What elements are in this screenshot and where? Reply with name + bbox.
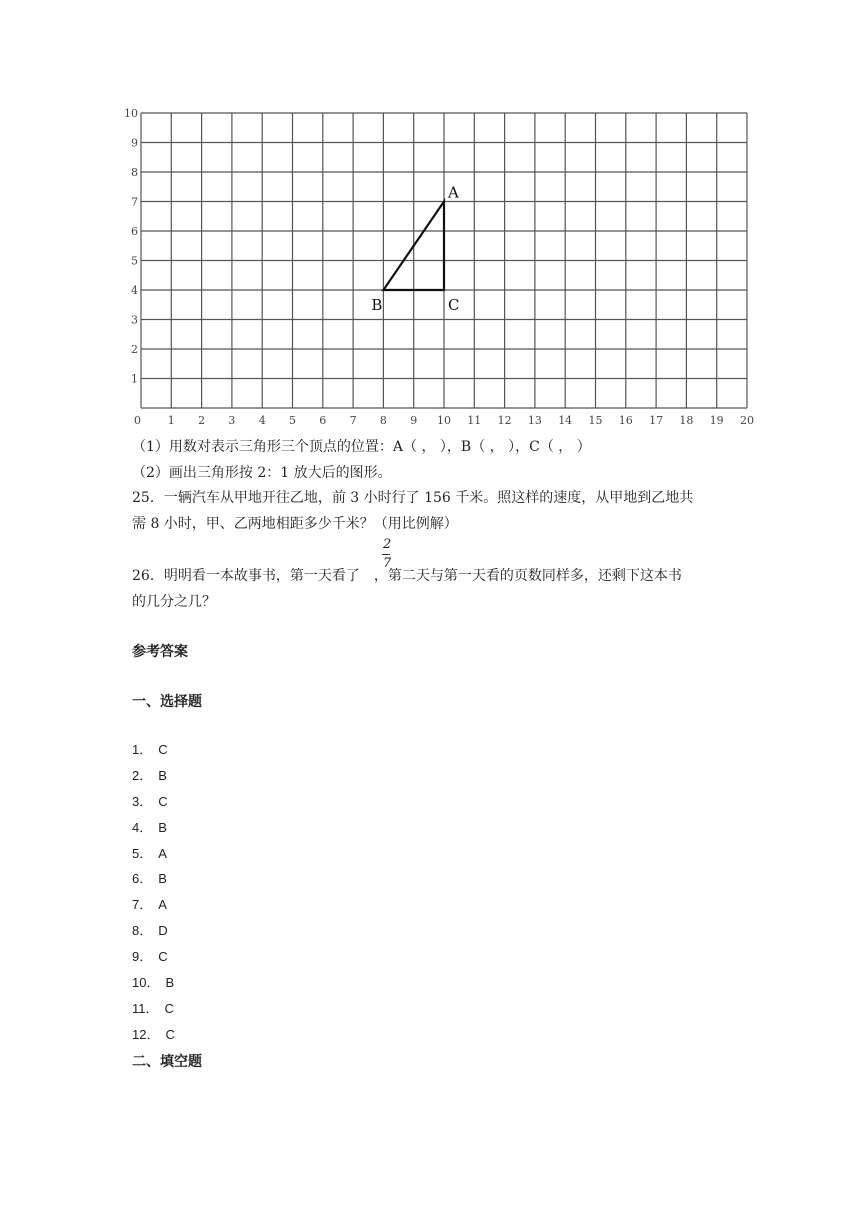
answer-item xyxy=(132,948,175,974)
answer-value: A xyxy=(158,845,167,861)
answer-number: 8． xyxy=(132,923,153,939)
x-tick-label: 12 xyxy=(497,414,512,427)
answer-number: 6． xyxy=(132,871,153,887)
x-tick-label: 5 xyxy=(289,414,296,427)
x-tick-label: 4 xyxy=(258,414,266,427)
answer-number: 2． xyxy=(132,767,153,783)
section-heading-fill: 二、填空题 xyxy=(132,1054,202,1070)
answer-number: 12． xyxy=(132,1026,160,1042)
answer-value: C xyxy=(165,1026,175,1042)
fraction-two-sevenths xyxy=(381,537,393,579)
x-tick-label: 6 xyxy=(319,414,327,427)
fraction-bar xyxy=(382,554,390,555)
vertex-label-a: A xyxy=(448,183,459,202)
coordinate-grid xyxy=(124,106,768,428)
section-heading-choice: 一、选择题 xyxy=(132,694,202,710)
x-tick-label: 8 xyxy=(379,414,387,427)
question-26-line-2: 的几分之几？ xyxy=(132,594,216,610)
vertex-label-c: C xyxy=(448,296,460,314)
y-tick-label: 9 xyxy=(131,136,138,150)
x-tick-label: 0 xyxy=(134,414,141,427)
x-tick-label: 14 xyxy=(558,414,573,427)
triangle-abc xyxy=(371,184,459,315)
question-26-text-a: 26．明明看一本故事书，第一天看了 xyxy=(132,568,360,584)
answer-value: B xyxy=(158,767,167,783)
y-tick-label: 3 xyxy=(131,313,138,327)
question-24-part-1: （1）用数对表示三角形三个顶点的位置：A（ ， ），B（ ， ），C（ ， ） xyxy=(132,439,591,455)
answer-item xyxy=(132,741,175,767)
x-tick-label: 11 xyxy=(467,414,482,427)
answer-item xyxy=(132,974,175,1000)
x-tick-label: 20 xyxy=(740,414,754,427)
answer-value: C xyxy=(158,949,168,965)
answer-list xyxy=(132,741,175,1052)
answer-item xyxy=(132,1026,175,1052)
answer-item xyxy=(132,767,175,793)
fraction-numerator: 2 xyxy=(383,537,392,552)
answer-number: 10． xyxy=(132,975,160,991)
y-tick-label: 2 xyxy=(131,343,138,356)
question-25-line-1: 25．一辆汽车从甲地开往乙地，前 3 小时行了 156 千米。照这样的速度，从甲地到乙地共 xyxy=(132,490,694,506)
answer-value: B xyxy=(158,871,167,887)
x-tick-label: 3 xyxy=(228,414,236,427)
answer-value: B xyxy=(158,819,167,835)
x-tick-label: 10 xyxy=(437,414,451,427)
x-tick-label: 19 xyxy=(709,414,724,427)
answer-number: 5． xyxy=(132,845,153,861)
x-tick-label: 7 xyxy=(349,414,357,427)
answer-item xyxy=(132,922,175,948)
answers-title: 参考答案 xyxy=(132,644,188,660)
answer-value: D xyxy=(158,923,168,939)
answer-number: 9． xyxy=(132,949,153,965)
answer-item xyxy=(132,870,175,896)
answer-value: B xyxy=(165,975,175,991)
answer-number: 11． xyxy=(132,1000,159,1016)
vertex-label-b: B xyxy=(371,296,383,314)
question-25-line-2: 需 8 小时，甲、乙两地相距多少千米？（用比例解） xyxy=(132,516,458,532)
x-tick-label: 9 xyxy=(410,414,418,427)
answer-number: 4． xyxy=(132,819,153,835)
answer-value: C xyxy=(158,793,168,809)
y-tick-label: 4 xyxy=(131,284,138,297)
answer-item xyxy=(132,896,175,922)
question-26-text-b: ，第二天与第一天看的页数同样多，还剩下这本书 xyxy=(373,568,682,584)
answer-value: A xyxy=(158,897,167,913)
answer-number: 7． xyxy=(132,897,153,913)
fraction-denominator: 7 xyxy=(383,556,392,571)
x-tick-label: 15 xyxy=(588,414,603,427)
answer-item xyxy=(132,793,175,819)
y-tick-label: 5 xyxy=(131,254,138,268)
y-axis-labels xyxy=(124,107,138,386)
x-tick-label: 16 xyxy=(618,414,633,427)
answer-item xyxy=(132,845,175,871)
y-tick-label: 7 xyxy=(131,195,138,209)
question-24-part-2: （2）画出三角形按 2：1 放大后的图形。 xyxy=(132,465,392,481)
y-tick-label: 8 xyxy=(131,166,138,179)
question-26-line-1 xyxy=(132,565,682,585)
answer-item xyxy=(132,1000,175,1026)
x-tick-label: 1 xyxy=(167,414,175,427)
y-tick-label: 6 xyxy=(131,225,138,238)
y-tick-label: 1 xyxy=(131,372,138,386)
answer-number: 3． xyxy=(132,793,153,809)
answer-item xyxy=(132,819,175,845)
answer-value: C xyxy=(164,1000,174,1016)
x-tick-label: 2 xyxy=(198,414,206,427)
answer-number: 1． xyxy=(132,742,153,757)
x-axis-labels xyxy=(134,414,754,427)
x-tick-label: 13 xyxy=(527,414,542,427)
answer-value: C xyxy=(158,742,168,757)
x-tick-label: 17 xyxy=(649,414,664,427)
x-tick-label: 18 xyxy=(679,414,694,427)
y-tick-label: 10 xyxy=(124,107,138,120)
